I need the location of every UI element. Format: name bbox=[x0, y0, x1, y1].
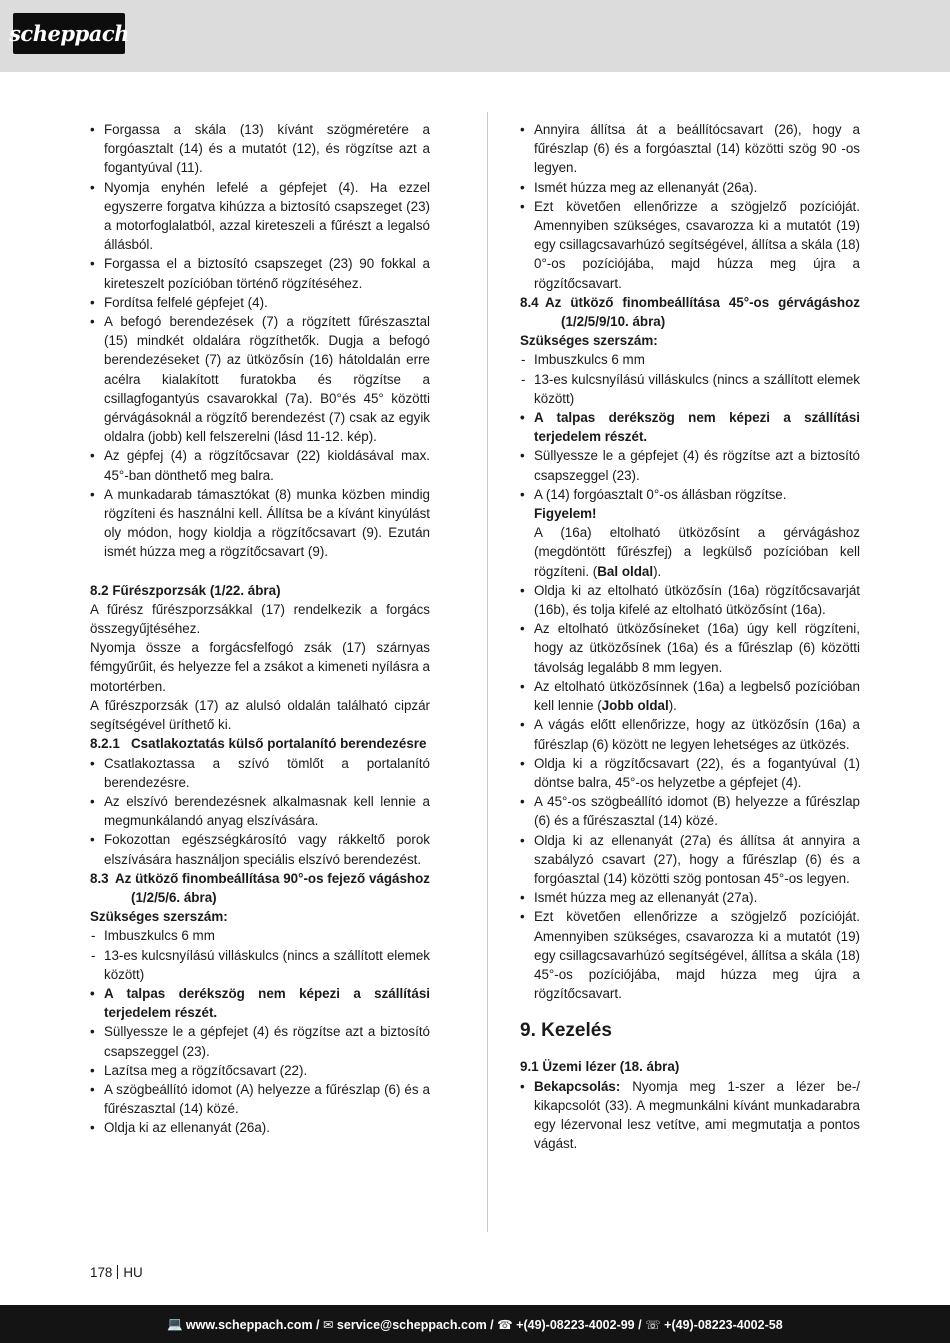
list-item-bold: Bekapcsolás: bbox=[534, 1078, 621, 1094]
tools-list bbox=[520, 350, 860, 408]
tools-list bbox=[90, 926, 430, 984]
section-number: 8.3 bbox=[90, 870, 109, 886]
attention-label: Figyelem! bbox=[534, 506, 597, 522]
section-heading-8-3 bbox=[90, 869, 430, 907]
section-heading-8-4 bbox=[520, 293, 860, 331]
list-item-note: • A talpas derékszög nem képezi a szállítási terjedelem részét. bbox=[520, 408, 860, 446]
tools-label: Szükséges szerszám: bbox=[520, 333, 658, 349]
right-column bbox=[520, 120, 860, 1153]
paragraph: A fűrészporzsák (17) az alulsó oldalán található cipzár segítségével üríthető ki. bbox=[90, 697, 430, 733]
list-item: • Oldja ki az ellenanyát (27a) és állítsa át annyira a szabályzó csavart (27), hogy a fűrészlap (6) és a forgóasztal (14) közötti szög pontosan 45°-os legyen. bbox=[520, 831, 860, 889]
section-number: 8.4 bbox=[520, 294, 539, 310]
list-item: • Oldja ki az ellenanyát (26a). bbox=[90, 1118, 430, 1137]
list-item: • Csatlakoztassa a szívó tömlőt a portalanító berendezésre. bbox=[90, 754, 430, 792]
bullet-list-8-4 bbox=[520, 408, 860, 504]
list-item: • A (14) forgóasztalt 0°-os állásban rögzítse. bbox=[520, 485, 860, 504]
list-item: • Ismét húzza meg az ellenanyát (27a). bbox=[520, 888, 860, 907]
list-item: • Lazítsa meg a rögzítőcsavart (22). bbox=[90, 1061, 430, 1080]
attention-bold: Bal oldal bbox=[597, 563, 654, 579]
list-item: • Nyomja enyhén lefelé a gépfejet (4). Ha ezzel egyszerre forgatva kihúzza a biztosító csapszeget (23) a motorfoglalatból, azzal kireteszeli a fűrészt a legalsó állásból. bbox=[90, 178, 430, 255]
list-item: • A munkadarab támasztókat (8) munka közben mindig rögzíteni és használni kell. Állítsa be a kívánt kinyúlást oly módon, hogy kioldja a rögzítőcsavart (9). Ezután ismét húzza meg a rögzítőcsavart (9). bbox=[90, 485, 430, 562]
bullet-list-8-3 bbox=[90, 984, 430, 1138]
section-title: Csatlakoztatás külső portalanító berendezésre bbox=[131, 736, 427, 752]
attention-text-part: A (16a) eltolható ütközősínt a gérvágáshoz (megdöntött fűrészfej) a legkülső pozícióban kell rögzíteni. ( bbox=[534, 525, 860, 579]
column-divider bbox=[487, 112, 488, 1232]
list-item-text: Nyomja meg 1-szer a lézer be-/ kikapcsolót (33). A megmunkálni kívánt munkadarabra egy lézervonal lesz vetítve, ami megmutatja a pontos vágást. bbox=[534, 1078, 860, 1152]
footer-contact: www.scheppach.com / ✉ service@scheppach.com / ☎ +(49)-08223-4002-99 / ☏ +(49)-08223-4002-58 bbox=[185, 1317, 783, 1332]
list-item: • Fordítsa felfelé gépfejet (4). bbox=[90, 293, 430, 312]
tools-label: Szükséges szerszám: bbox=[90, 909, 228, 925]
list-item: • Ezt követően ellenőrizze a szögjelző pozícióját. Amennyiben szükséges, csavarozza ki a mutatót (19) egy csillagcsavarhúzó segítségével, állítsa a skála (18) 45°-os pozíciójába, majd húzza meg újra a rögzítőcsavart. bbox=[520, 907, 860, 1003]
language-code: HU bbox=[123, 1265, 143, 1280]
bullet-list-intro bbox=[90, 120, 430, 562]
list-item: • A szögbeállító idomot (A) helyezze a fűrészlap (6) és a fűrészasztal (14) közé. bbox=[90, 1080, 430, 1118]
list-item: • Az eltolható ütközősíneket (16a) úgy kell rögzíteni, hogy az ütközősínek (16a) és a fűrészlap (6) közötti távolság legalább 8 mm legyen. bbox=[520, 619, 860, 677]
bullet-list-9-1 bbox=[520, 1077, 860, 1154]
list-item: • Az elszívó berendezésnek alkalmasnak kell lennie a megmunkálandó anyag elszívására. bbox=[90, 792, 430, 830]
list-item bbox=[520, 1077, 860, 1154]
scheppach-logo bbox=[9, 13, 129, 54]
list-item: - Imbuszkulcs 6 mm bbox=[90, 926, 430, 945]
list-item-note: • A talpas derékszög nem képezi a szállítási terjedelem részét. bbox=[90, 984, 430, 1022]
paragraph: A fűrész fűrészporzsákkal (17) rendelkezik a forgács összegyűjtéséhez. bbox=[90, 601, 430, 637]
list-item-text-end: ). bbox=[668, 698, 677, 714]
section-heading-8-2-1 bbox=[90, 734, 430, 753]
bullet-list-8-4-steps bbox=[520, 581, 860, 1003]
header-bar bbox=[0, 0, 950, 72]
list-item: • Az gépfej (4) a rögzítőcsavar (22) kioldásával max. 45°-ban dönthető meg balra. bbox=[90, 446, 430, 484]
section-number: 8.2.1 bbox=[90, 736, 120, 752]
paragraph: Nyomja össze a forgácsfelfogó zsák (17) szárnyas fémgyűrűit, és helyezze fel a zsákot a kimeneti nyílásra a motortérben. bbox=[90, 640, 430, 694]
left-column bbox=[90, 120, 430, 1138]
list-item: • Forgassa a skála (13) kívánt szögméretére a forgóasztalt (14) és a mutatót (12), és rögzítse azt a fogantyúval (11). bbox=[90, 120, 430, 178]
list-item: - Imbuszkulcs 6 mm bbox=[520, 350, 860, 369]
bullet-list-continued bbox=[520, 120, 860, 293]
attention-text-end: ). bbox=[653, 563, 662, 579]
page-number bbox=[90, 1265, 143, 1280]
page-separator bbox=[117, 1265, 118, 1279]
page-number-value: 178 bbox=[90, 1265, 113, 1280]
section-heading-9-1: 9.1 Üzemi lézer (18. ábra) bbox=[520, 1059, 680, 1075]
chapter-heading-9: 9. Kezelés bbox=[520, 1020, 612, 1042]
list-item: - 13-es kulcsnyílású villáskulcs (nincs a szállított elemek között) bbox=[90, 946, 430, 984]
footer-bar bbox=[0, 1305, 950, 1343]
list-item: • Oldja ki a rögzítőcsavart (22), és a fogantyúval (1) döntse balra, 45°-os helyzetbe a gépfejet (4). bbox=[520, 754, 860, 792]
list-item: • Süllyessze le a gépfejet (4) és rögzítse azt a biztosító csapszeggel (23). bbox=[90, 1022, 430, 1060]
list-item-bold: Jobb oldal bbox=[601, 698, 669, 714]
list-item: • Oldja ki az eltolható ütközősín (16a) rögzítőcsavarját (16b), és tolja kifelé az eltolható ütközősínt (16a). bbox=[520, 581, 860, 619]
list-item: • Ezt követően ellenőrizze a szögjelző pozícióját. Amennyiben szükséges, csavarozza ki a mutatót (19) egy csillagcsavarhúzó segítségével, állítsa a skála (18) 0°-os pozíciójába, majd húzza meg újra a rögzítőcsavart. bbox=[520, 197, 860, 293]
list-item: • Forgassa el a biztosító csapszeget (23) 90 fokkal a kireteszelt pozícióban történő rögzítéséhez. bbox=[90, 254, 430, 292]
list-item: • A befogó berendezések (7) a rögzített fűrészasztal (15) mindkét oldalára rögzíthetők. Dugja a befogó berendezéseket (7) az ütközősín (16) hátoldalán erre acélra kialakított furatokba és rögzítse a csillagfogantyús csavarokkal (7a). B0°és 45° közötti gérvágásoknál a rögzítő berendezést (7) csak az egyik oldalra (jobb) kell felszerelni (lásd 11-12. kép). bbox=[90, 312, 430, 446]
section-heading-8-2: 8.2 Fűrészporzsák (1/22. ábra) bbox=[90, 582, 281, 598]
list-item: - 13-es kulcsnyílású villáskulcs (nincs a szállított elemek között) bbox=[520, 370, 860, 408]
laptop-icon: 💻 bbox=[167, 1316, 183, 1331]
list-item-text: Az eltolható ütközősínnek (16a) a legbelső pozícióban kell lennie ( bbox=[534, 678, 860, 714]
list-item: • Fokozottan egészségkárosító vagy rákkeltő porok elszívására használjon speciális elszívó berendezést. bbox=[90, 830, 430, 868]
logo-text: scheppach bbox=[9, 21, 129, 46]
bullet-list-8-2-1 bbox=[90, 754, 430, 869]
list-item: • A 45°-os szögbeállító idomot (B) helyezze a fűrészlap (6) és a fűrészasztal (14) közé. bbox=[520, 792, 860, 830]
list-item: • A vágás előtt ellenőrizze, hogy az ütközősín (16a) a fűrészlap (6) között ne legyen lehetséges az ütközés. bbox=[520, 715, 860, 753]
attention-text bbox=[520, 523, 860, 581]
section-title: Az ütköző finombeállítása 90°-os fejező vágáshoz (1/2/5/6. ábra) bbox=[115, 870, 430, 905]
list-item: • Annyira állítsa át a beállítócsavart (26), hogy a fűrészlap (6) és a forgóasztal (14) közötti szög 90 -os legyen. bbox=[520, 120, 860, 178]
list-item bbox=[520, 677, 860, 715]
section-title: Az ütköző finombeállítása 45°-os gérvágáshoz (1/2/5/9/10. ábra) bbox=[545, 294, 860, 330]
list-item: • Süllyessze le a gépfejet (4) és rögzítse azt a biztosító csapszeggel (23). bbox=[520, 446, 860, 484]
list-item: • Ismét húzza meg az ellenanyát (26a). bbox=[520, 178, 860, 197]
